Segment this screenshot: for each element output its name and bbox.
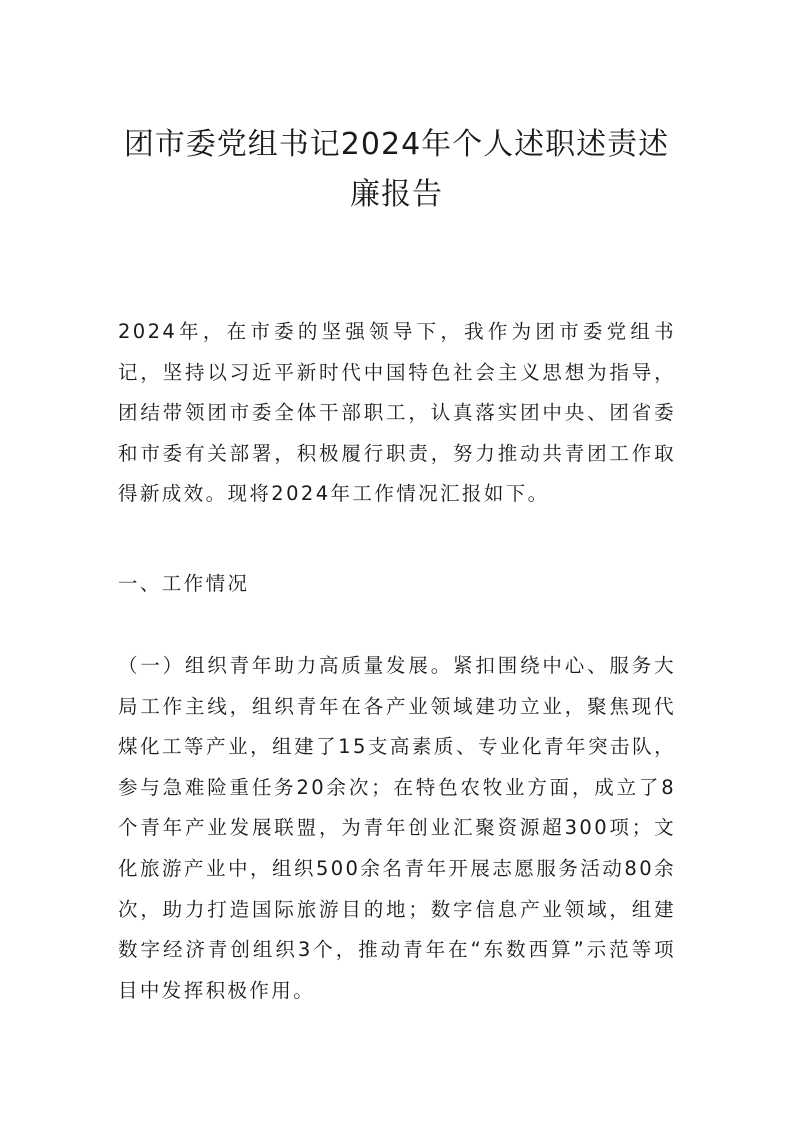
intro-paragraph: 2024年，在市委的坚强领导下，我作为团市委党组书记，坚持以习近平新时代中国特色社会主义思想为指导，团结带领团市委全体干部职工，认真落实团中央、团省委和市委有关部署，积极履行职责，努力推动共青团工作取得新成效。现将2024年工作情况汇报如下。 bbox=[118, 320, 676, 506]
document-title: 团市委党组书记2024年个人述职述责述廉报告 bbox=[123, 127, 670, 212]
section-heading: 一、工作情况 bbox=[118, 572, 250, 595]
item-1-paragraph: （一）组织青年助力高质量发展。紧扣围绕中心、服务大局工作主线，组织青年在各产业领域建功立业，聚焦现代煤化工等产业，组建了15支高素质、专业化青年突击队，参与急难险重任务20余次；在特色农牧业方面，成立了8个青年产业发展联盟，为青年创业汇聚资源超300项；文化旅游产业中，组织500余名青年开展志愿服务活动80余次，助力打造国际旅游目的地；数字信息产业领域，组建数字经济青创组织3个，推动青年在“东数西算”示范等项目中发挥积极作用。 bbox=[118, 654, 676, 1002]
